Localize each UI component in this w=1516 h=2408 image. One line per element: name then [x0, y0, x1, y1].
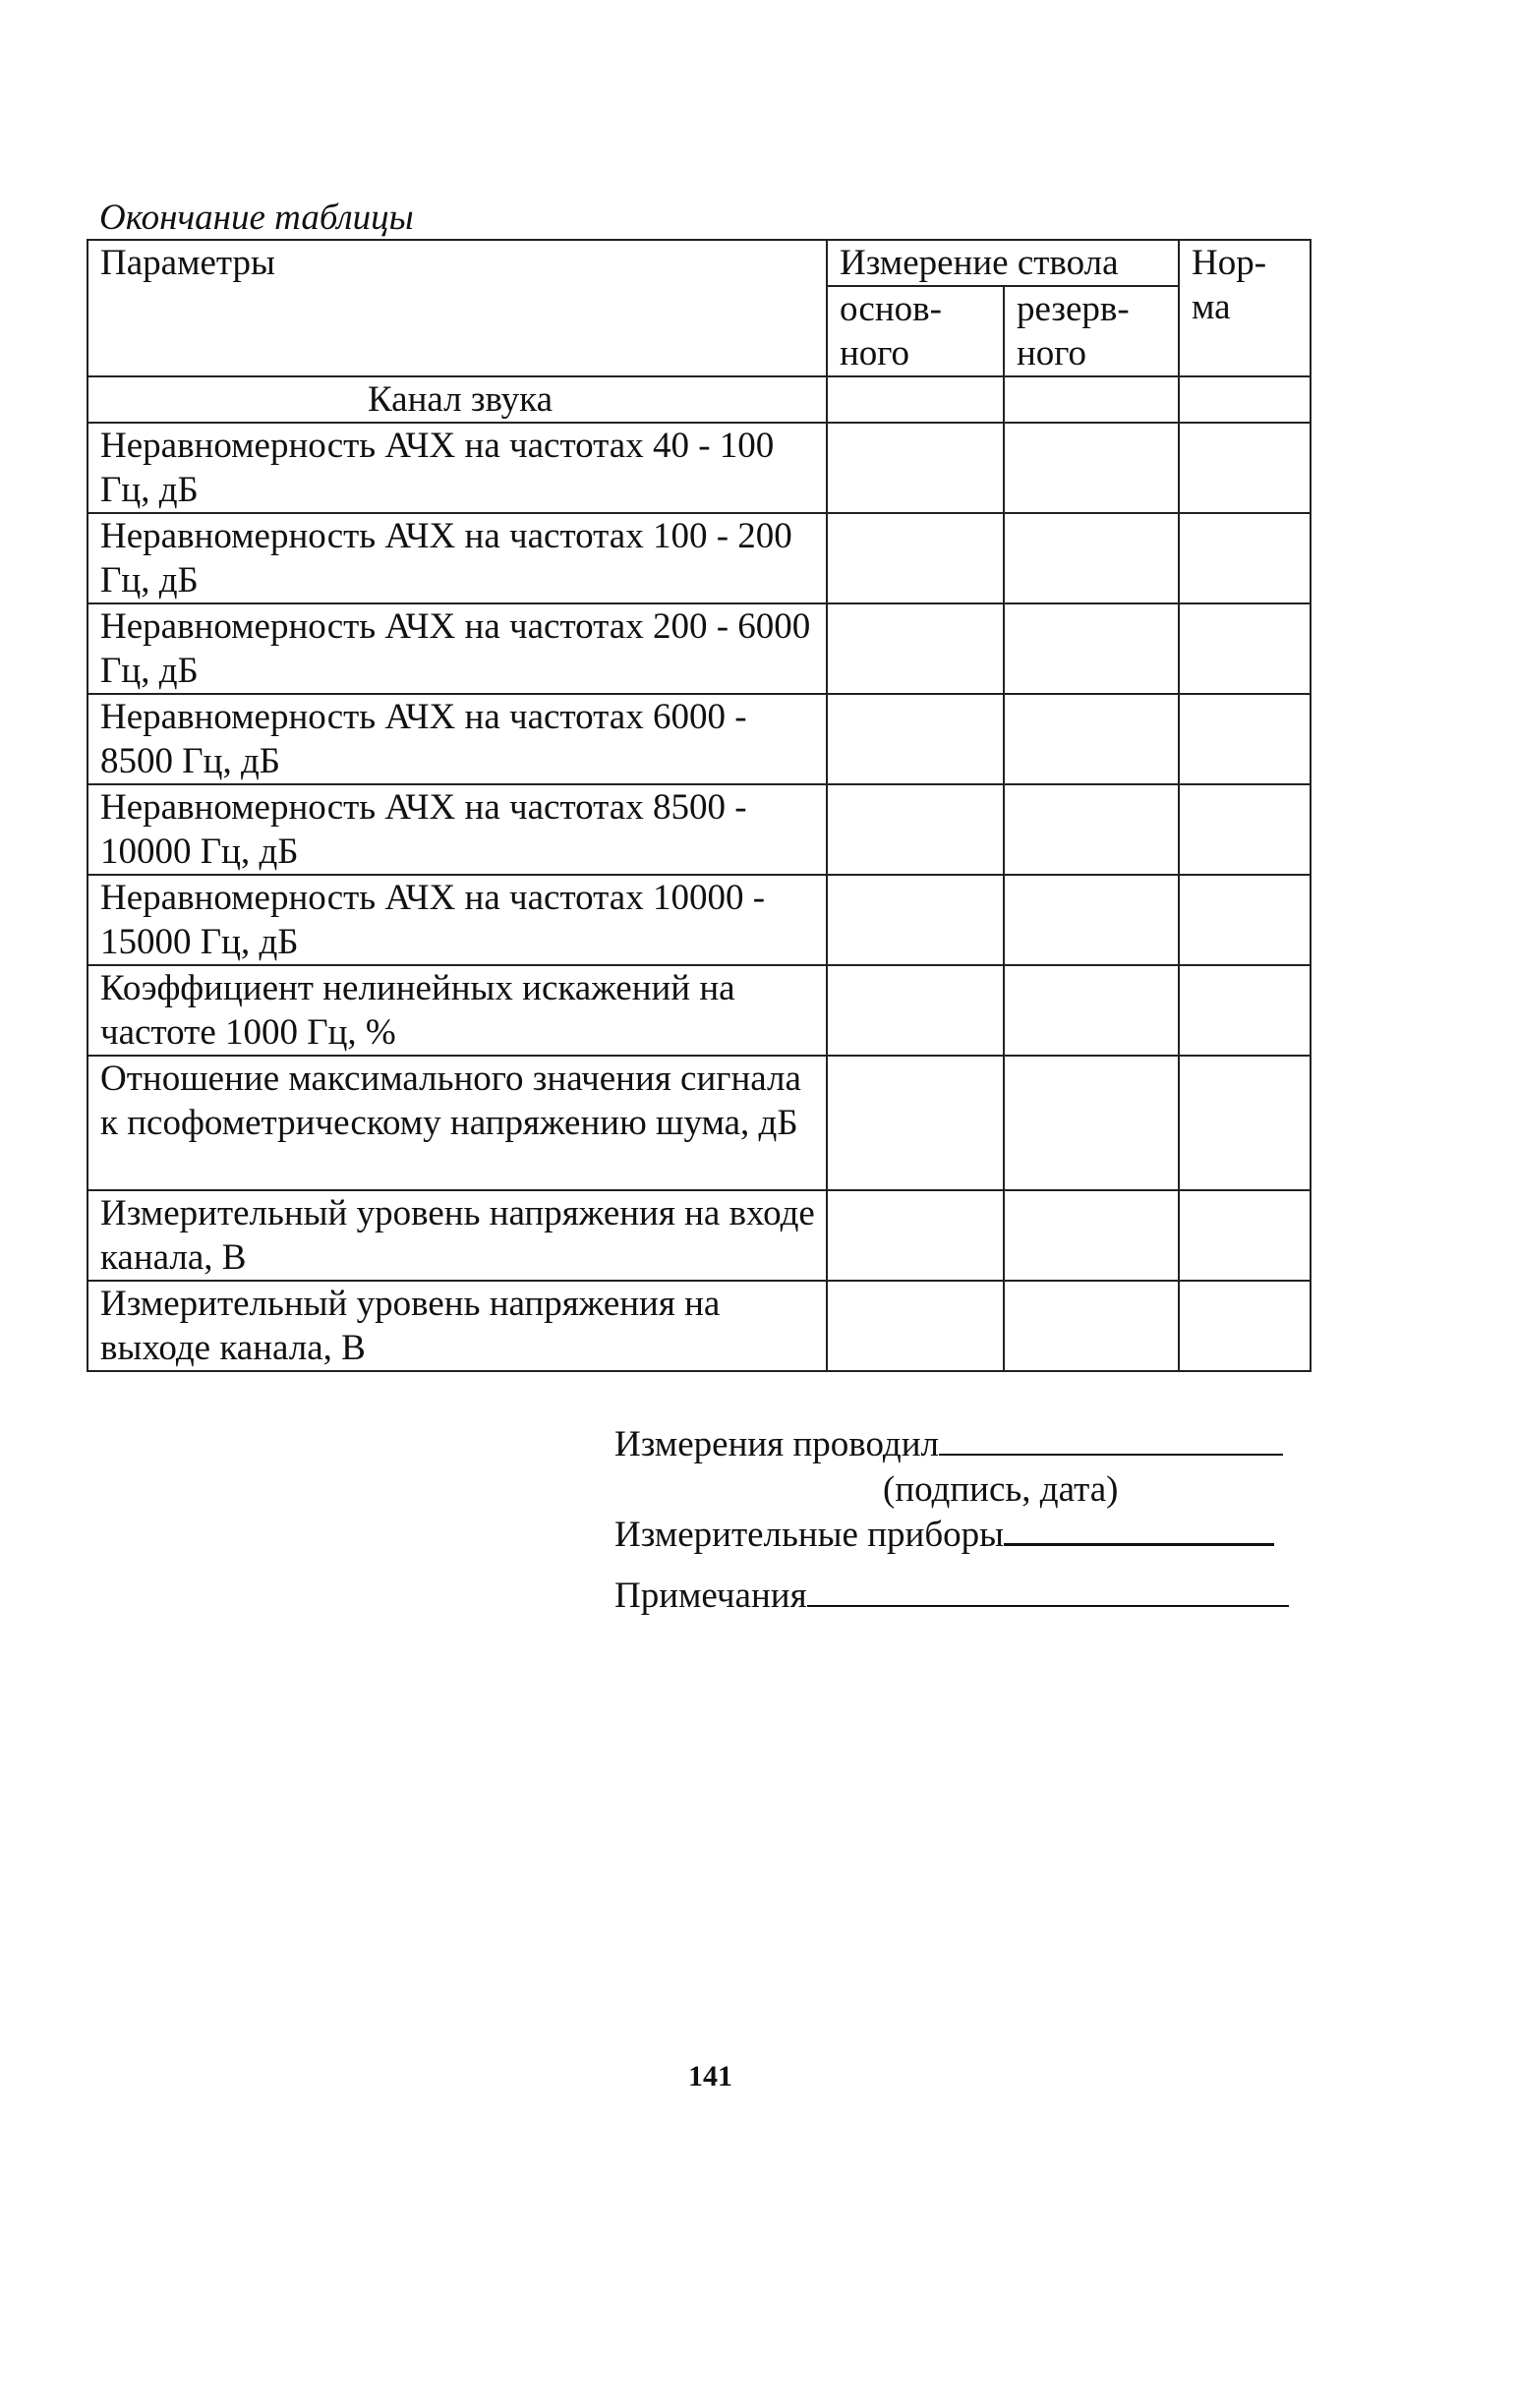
norm-cell	[1179, 965, 1311, 1056]
param-cell: Измерительный уровень напряжения на входе канала, В	[87, 1190, 827, 1281]
header-norm-line2: ма	[1192, 287, 1231, 327]
table-caption: Окончание таблицы	[99, 198, 414, 238]
norm-cell	[1179, 513, 1311, 603]
norm-cell	[1179, 1281, 1311, 1371]
conducted-by-blank	[939, 1424, 1283, 1456]
notes-line	[614, 1575, 1289, 1618]
header-main	[827, 286, 1004, 376]
table-row	[87, 1281, 1311, 1371]
header-reserve-line2: ного	[1017, 333, 1087, 373]
param-cell: Коэффициент нелинейных искажений на частоте 1000 Гц, %	[87, 965, 827, 1056]
reserve-cell	[1004, 513, 1179, 603]
norm-cell	[1179, 694, 1311, 784]
instruments-line	[614, 1514, 1274, 1557]
table-row	[87, 875, 1311, 965]
main-cell	[827, 875, 1004, 965]
table-row	[87, 965, 1311, 1056]
norm-cell	[1179, 784, 1311, 875]
notes-blank	[807, 1576, 1289, 1607]
header-main-line2: ного	[840, 333, 910, 373]
param-cell: Измерительный уровень напряжения на выходе канала, В	[87, 1281, 827, 1371]
page-number: 141	[688, 2060, 732, 2093]
norm-cell	[1179, 1190, 1311, 1281]
norm-cell	[1179, 875, 1311, 965]
instruments-label: Измерительные приборы	[614, 1515, 1004, 1555]
param-cell: Неравномерность АЧХ на частотах 8500 - 10000 Гц, дБ	[87, 784, 827, 875]
reserve-cell	[1004, 875, 1179, 965]
param-cell: Неравномерность АЧХ на частотах 6000 - 8500 Гц, дБ	[87, 694, 827, 784]
table-row	[87, 1190, 1311, 1281]
main-cell	[827, 694, 1004, 784]
conducted-by-line	[614, 1423, 1283, 1466]
section-title: Канал звука	[87, 376, 827, 423]
reserve-cell	[1004, 423, 1179, 513]
section-main-cell	[827, 376, 1004, 423]
param-cell: Неравномерность АЧХ на частотах 100 - 200 Гц, дБ	[87, 513, 827, 603]
main-cell	[827, 1056, 1004, 1190]
main-cell	[827, 784, 1004, 875]
table-row	[87, 1056, 1311, 1190]
main-cell	[827, 423, 1004, 513]
param-cell: Неравномерность АЧХ на частотах 10000 - 15000 Гц, дБ	[87, 875, 827, 965]
reserve-cell	[1004, 603, 1179, 694]
header-main-line1: основ-	[840, 289, 942, 329]
parameters-table	[87, 239, 1312, 1372]
reserve-cell	[1004, 1190, 1179, 1281]
main-cell	[827, 1190, 1004, 1281]
header-norm	[1179, 240, 1311, 376]
main-cell	[827, 513, 1004, 603]
norm-cell	[1179, 423, 1311, 513]
norm-cell	[1179, 1056, 1311, 1190]
header-reserve	[1004, 286, 1179, 376]
table-row	[87, 513, 1311, 603]
conducted-by-label: Измерения проводил	[614, 1424, 939, 1464]
reserve-cell	[1004, 965, 1179, 1056]
param-cell: Отношение максимального значения сигнала к псофометрическому напряжению шума, дБ	[87, 1056, 827, 1190]
main-cell	[827, 603, 1004, 694]
norm-cell	[1179, 603, 1311, 694]
section-norm-cell	[1179, 376, 1311, 423]
param-cell: Неравномерность АЧХ на частотах 200 - 6000 Гц, дБ	[87, 603, 827, 694]
notes-label: Примечания	[614, 1576, 807, 1616]
table-row	[87, 603, 1311, 694]
table-row	[87, 694, 1311, 784]
reserve-cell	[1004, 1056, 1179, 1190]
header-measurement: Измерение ствола	[827, 240, 1179, 286]
header-norm-line1: Нор-	[1192, 243, 1267, 283]
reserve-cell	[1004, 784, 1179, 875]
header-row	[87, 240, 1311, 286]
param-cell: Неравномерность АЧХ на частотах 40 - 100 Гц, дБ	[87, 423, 827, 513]
signature-date-hint: (подпись, дата)	[883, 1469, 1119, 1510]
header-reserve-line1: резерв-	[1017, 289, 1130, 329]
table-row	[87, 423, 1311, 513]
section-row	[87, 376, 1311, 423]
table-row	[87, 784, 1311, 875]
main-cell	[827, 965, 1004, 1056]
header-params: Параметры	[87, 240, 827, 376]
reserve-cell	[1004, 694, 1179, 784]
main-cell	[827, 1281, 1004, 1371]
reserve-cell	[1004, 1281, 1179, 1371]
instruments-blank	[1004, 1514, 1274, 1546]
section-reserve-cell	[1004, 376, 1179, 423]
